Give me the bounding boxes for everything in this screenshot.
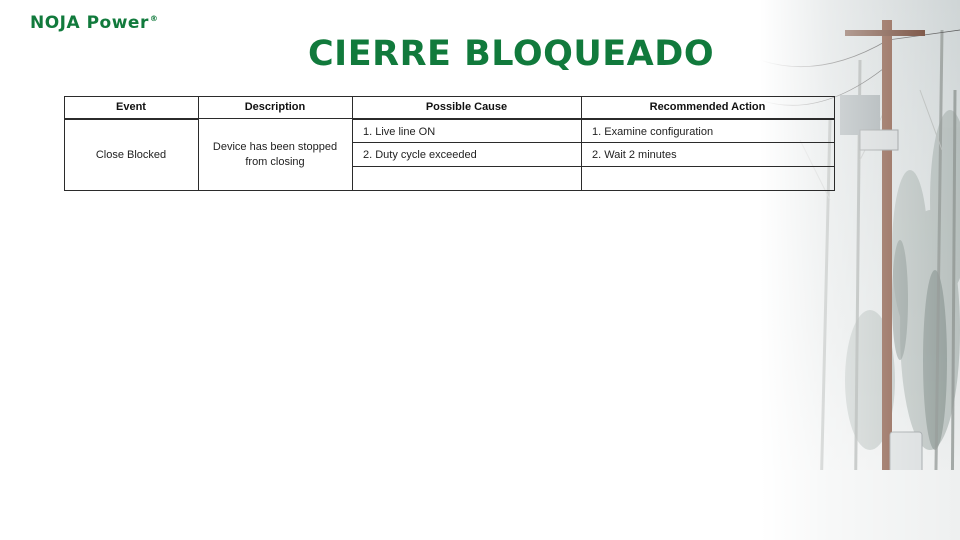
table-border <box>64 118 198 120</box>
header-recommended-action: Recommended Action <box>649 101 766 113</box>
noja-power-logo <box>30 13 158 33</box>
table-border <box>581 96 582 191</box>
table-border <box>64 96 65 191</box>
action-2: 2. Wait 2 minutes <box>592 148 677 161</box>
utility-pole-winter-photo <box>760 0 960 540</box>
table-border <box>64 96 834 97</box>
table-border <box>64 190 834 191</box>
header-description: Description <box>244 101 306 113</box>
table-border <box>352 166 834 167</box>
logo-text: NOJA Power <box>30 13 149 33</box>
registered-mark: ® <box>149 14 159 24</box>
table-border <box>198 118 352 119</box>
table-border <box>352 118 834 120</box>
table-border <box>352 96 353 191</box>
table-border <box>834 96 835 191</box>
cause-2: 2. Duty cycle exceeded <box>363 148 477 161</box>
page-title: CIERRE BLOQUEADO <box>308 34 715 74</box>
action-1: 1. Examine configuration <box>592 125 714 138</box>
cause-1: 1. Live line ON <box>363 125 436 138</box>
cause-3 <box>352 166 581 190</box>
event-cell: Close Blocked <box>95 148 167 161</box>
table-border <box>198 96 199 191</box>
action-3 <box>581 166 834 190</box>
header-possible-cause: Possible Cause <box>425 101 508 113</box>
table-border <box>352 142 834 143</box>
description-cell: Device has been stopped from closing <box>212 141 338 168</box>
header-event: Event <box>116 101 146 113</box>
